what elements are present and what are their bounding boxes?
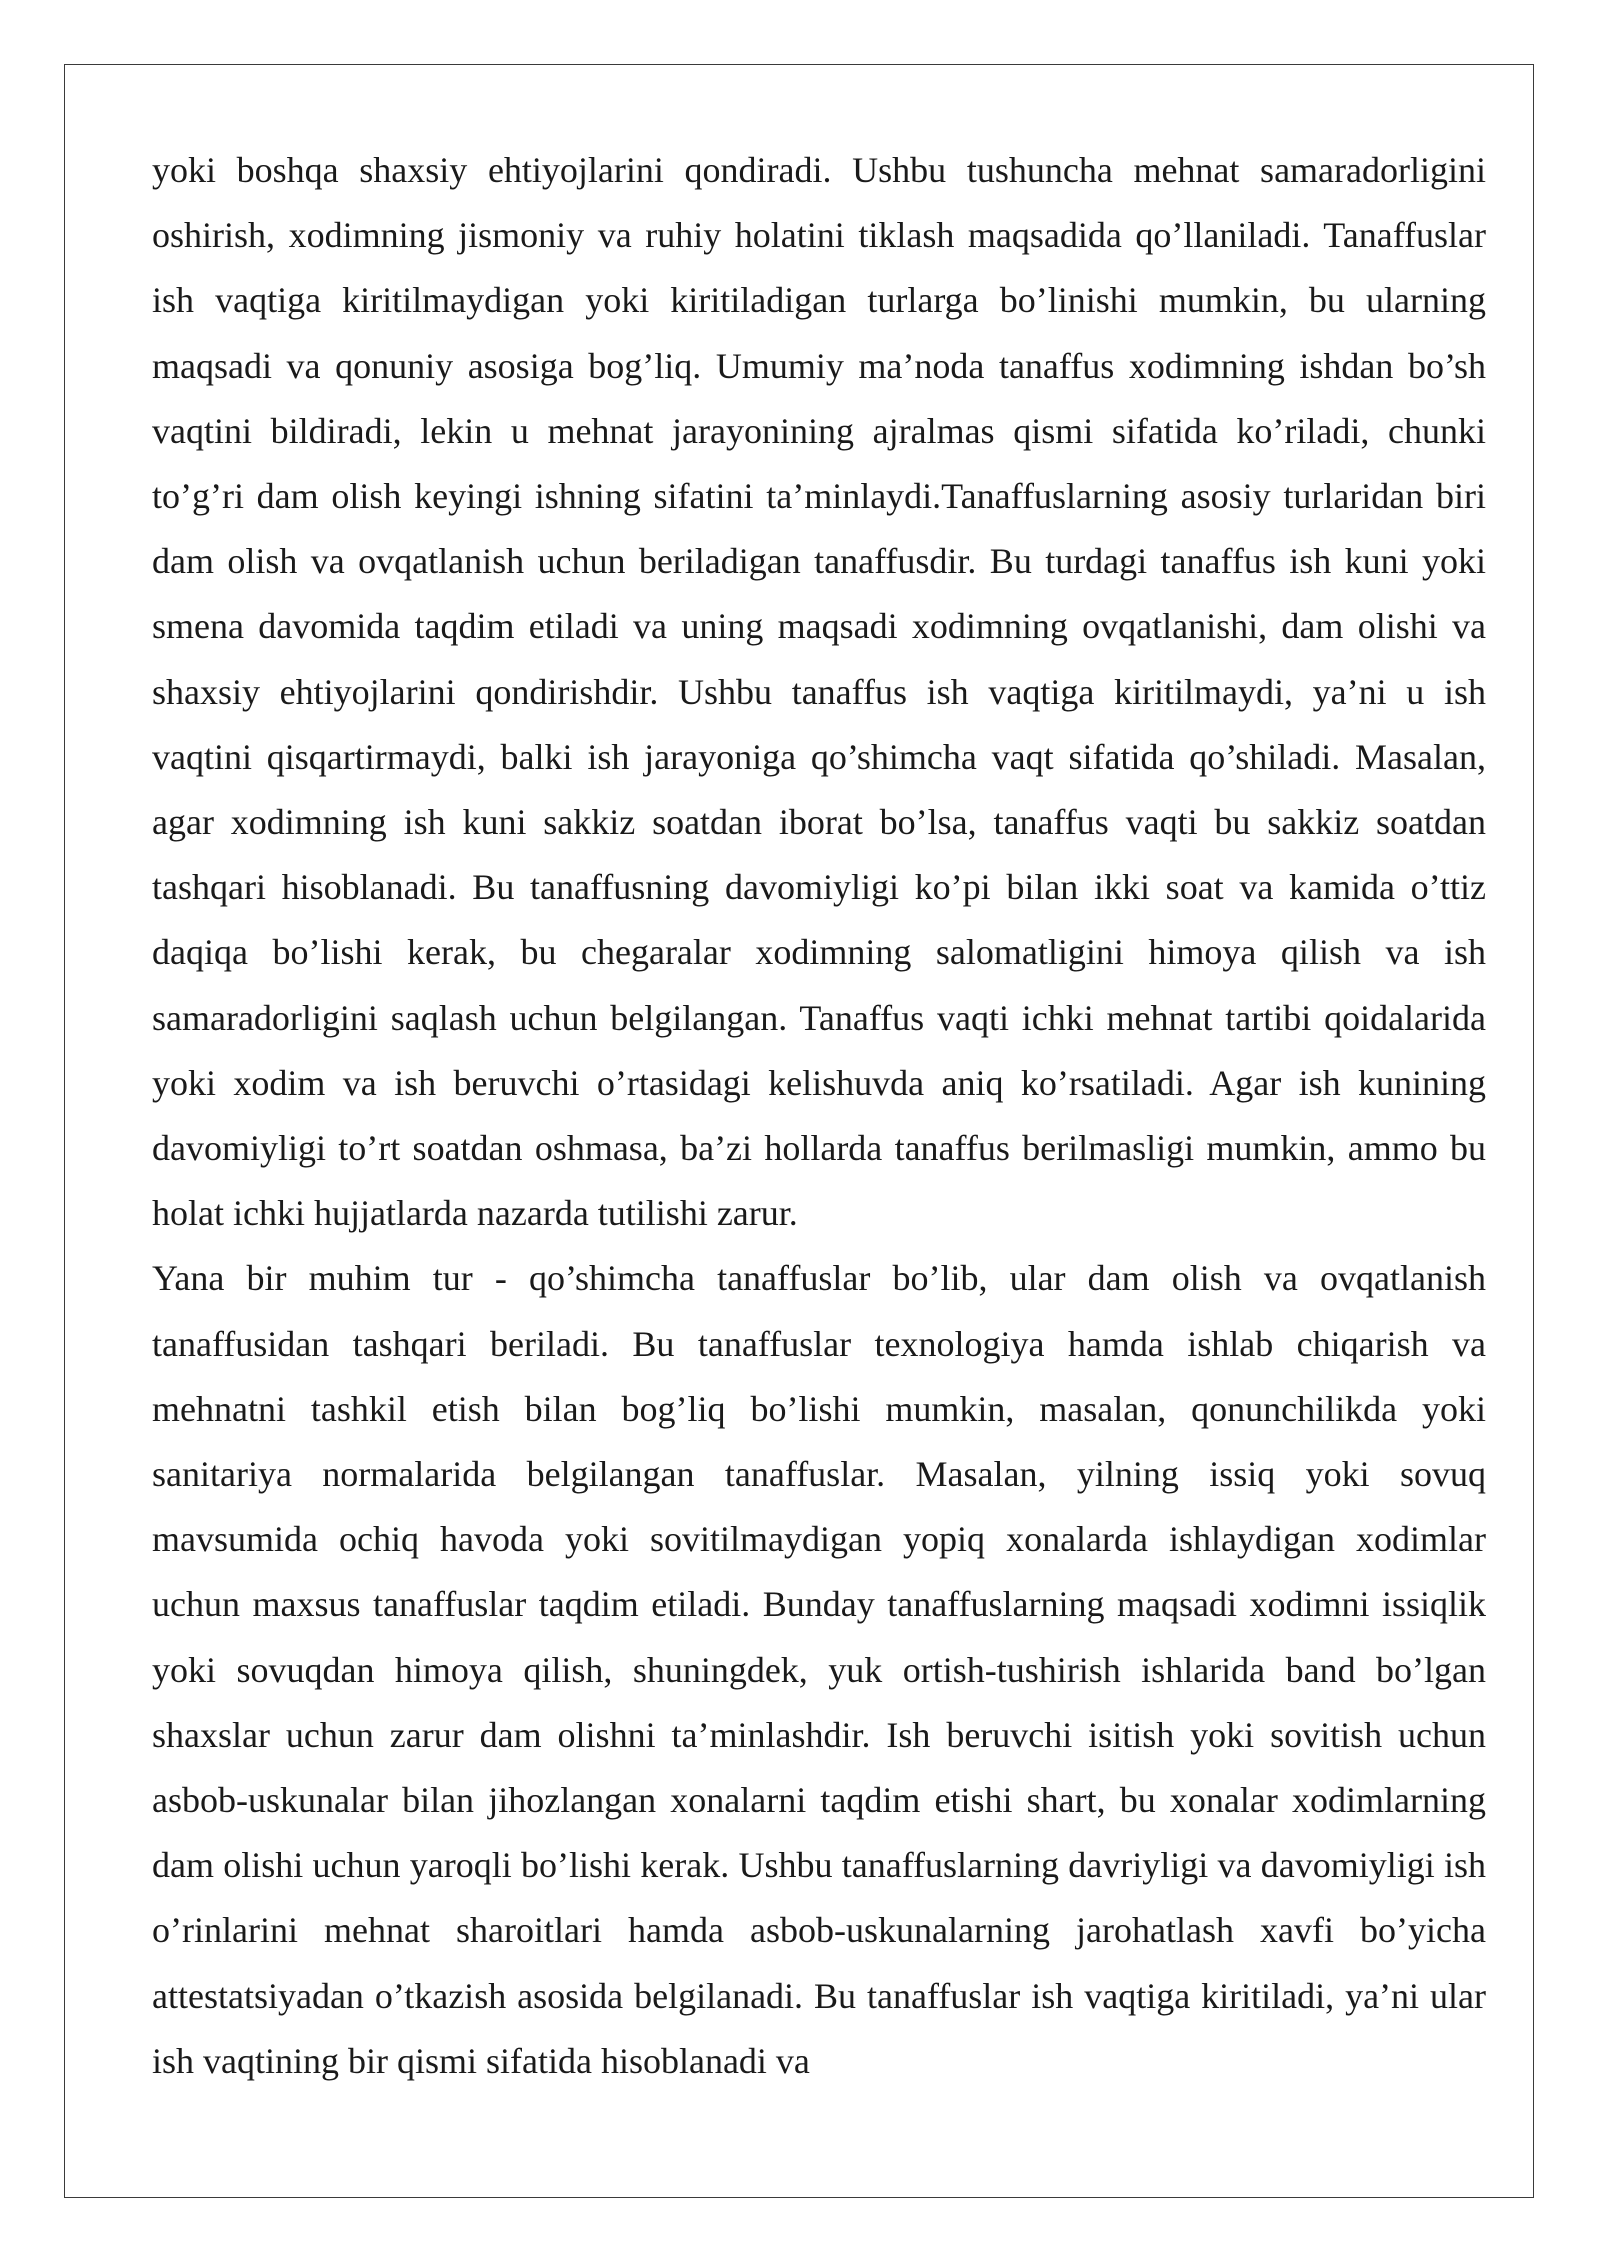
paragraph-1: yoki boshqa shaxsiy ehtiyojlarini qondiradi. Ushbu tushuncha mehnat samaradorligini oshirish, xodimning jismoniy va ruhiy holatini tiklash maqsadida qo’llaniladi. Tanaffuslar ish vaqtiga kiritilmaydigan yoki kiritiladigan turlarga bo’linishi mumkin, bu ularning maqsadi va qonuniy asosiga bog’liq. Umumiy ma’noda tanaffus xodimning ishdan bo’sh vaqtini bildiradi, lekin u mehnat jarayonining ajralmas qismi sifatida ko’riladi, chunki to’g’ri dam olish keyingi ishning sifatini ta’minlaydi.Tanaffuslarning asosiy turlaridan biri dam olish va ovqatlanish uchun beriladigan tanaffusdir. Bu turdagi tanaffus ish kuni yoki smena davomida taqdim etiladi va uning maqsadi xodimning ovqatlanishi, dam olishi va shaxsiy ehtiyojlarini qondirishdir. Ushbu tanaffus ish vaqtiga kiritilmaydi, ya’ni u ish vaqtini qisqartirmaydi, balki ish jarayoniga qo’shimcha vaqt sifatida qo’shiladi. Masalan, agar xodimning ish kuni sakkiz soatdan iborat bo’lsa, tanaffus vaqti bu sakkiz soatdan tashqari hisoblanadi. Bu tanaffusning davomiyligi ko’pi bilan ikki soat va kamida o’ttiz daqiqa bo’lishi kerak, bu chegaralar xodimning salomatligini himoya qilish va ish samaradorligini saqlash uchun belgilangan. Tanaffus vaqti ichki mehnat tartibi qoidalarida yoki xodim va ish beruvchi o’rtasidagi kelishuvda aniq ko’rsatiladi. Agar ish kunining davomiyligi to’rt soatdan oshmasa, ba’zi hollarda tanaffus berilmasligi mumkin, ammo bu holat ichki hujjatlarda nazarda tutilishi zarur.	[152, 150, 1486, 1234]
document-body	[152, 138, 1486, 2094]
paragraph-2: Yana bir muhim tur - qo’shimcha tanaffuslar bo’lib, ular dam olish va ovqatlanish tanaffusidan tashqari beriladi. Bu tanaffuslar texnologiya hamda ishlab chiqarish va mehnatni tashkil etish bilan bog’liq bo’lishi mumkin, masalan, qonunchilikda yoki sanitariya normalarida belgilangan tanaffuslar. Masalan, yilning issiq yoki sovuq mavsumida ochiq havoda yoki sovitilmaydigan yopiq xonalarda ishlaydigan xodimlar uchun maxsus tanaffuslar taqdim etiladi. Bunday tanaffuslarning maqsadi xodimni issiqlik yoki sovuqdan himoya qilish, shuningdek, yuk ortish-tushirish ishlarida band bo’lgan shaxslar uchun zarur dam olishni ta’minlashdir. Ish beruvchi isitish yoki sovitish uchun asbob-uskunalar bilan jihozlangan xonalarni taqdim etishi shart, bu xonalar xodimlarning dam olishi uchun yaroqli bo’lishi kerak. Ushbu tanaffuslarning davriyligi va davomiyligi ish o’rinlarini mehnat sharoitlari hamda asbob-uskunalarning jarohatlash xavfi bo’yicha attestatsiyadan o’tkazish asosida belgilanadi. Bu tanaffuslar ish vaqtiga kiritiladi, ya’ni ular ish vaqtining bir qismi sifatida hisoblanadi va	[152, 1258, 1486, 2081]
